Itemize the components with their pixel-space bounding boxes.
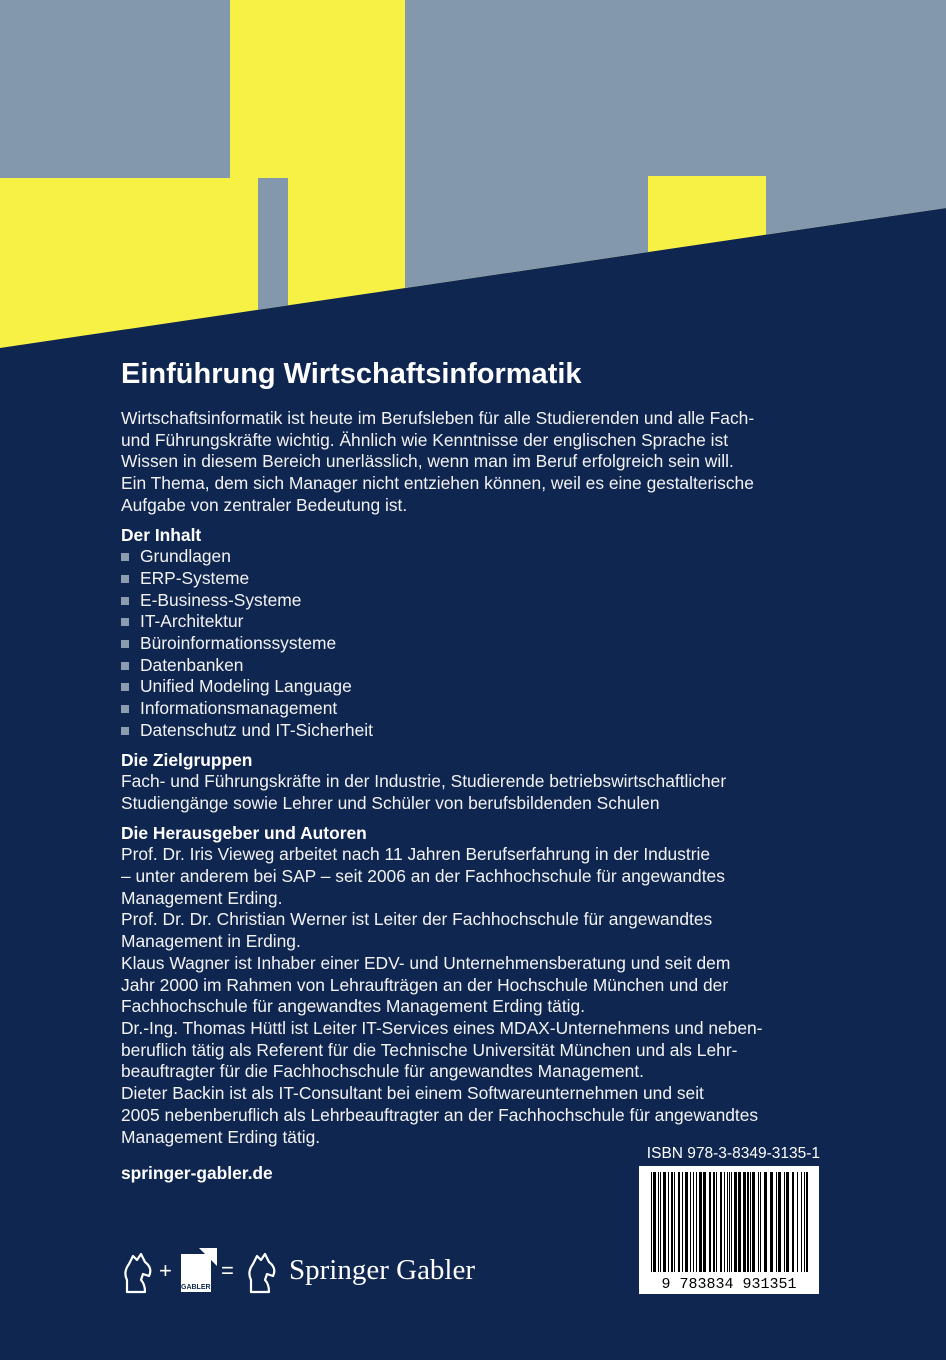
grey-block-2 — [405, 0, 583, 360]
author-line: Klaus Wagner ist Inhaber einer EDV- und Unternehmensberatung und seit dem — [121, 952, 731, 973]
barcode-bar — [804, 1172, 805, 1272]
barcode-bar — [703, 1172, 706, 1272]
list-item — [121, 568, 831, 590]
barcode-bar — [727, 1172, 728, 1272]
isbn-barcode — [639, 1166, 819, 1294]
barcode-bar — [770, 1172, 773, 1272]
isbn-number: ISBN 978-3-8349-3135-1 — [646, 1145, 820, 1162]
barcode-digits: 9 783834 931351 — [661, 1276, 797, 1293]
barcode-bar — [720, 1172, 722, 1272]
grey-block-1 — [0, 0, 230, 178]
square-bullet-icon — [121, 705, 129, 713]
barcode-bar — [738, 1172, 741, 1272]
equals-sign: = — [221, 1258, 234, 1283]
springer-gabler-wordmark: Springer Gabler — [289, 1254, 476, 1286]
square-bullet-icon — [121, 575, 129, 583]
square-bullet-icon — [121, 553, 129, 561]
author-line: beauftragter für die Fachhochschule für angewandtes Management. — [121, 1061, 645, 1082]
list-item-label: Büroinformationssysteme — [140, 633, 337, 654]
book-title: Einführung Wirtschaftsinformatik — [121, 358, 582, 390]
list-item-label: ERP-Systeme — [140, 567, 250, 588]
barcode-bar — [764, 1172, 767, 1272]
barcode-bar — [792, 1172, 794, 1272]
authors-paragraph — [121, 844, 831, 1148]
intro-line: Aufgabe von zentraler Bedeutung ist. — [121, 494, 408, 515]
barcode-bar — [668, 1172, 669, 1272]
list-item-label: Informationsmanagement — [140, 698, 338, 719]
list-item — [121, 720, 831, 742]
audience-line: Studiengänge sowie Lehrer und Schüler von berufsbildenden Schulen — [121, 792, 660, 813]
barcode-bar — [678, 1172, 680, 1272]
barcode-bar — [752, 1172, 755, 1272]
list-item-label: Grundlagen — [140, 546, 231, 567]
intro-paragraph — [121, 408, 831, 517]
barcode-bar — [776, 1172, 777, 1272]
plus-sign: + — [159, 1258, 172, 1283]
barcode-bar — [731, 1172, 732, 1272]
barcode-bar — [674, 1172, 675, 1272]
author-line: Management Erding tätig. — [121, 1126, 321, 1147]
contents-list — [121, 546, 831, 741]
list-item-label: Unified Modeling Language — [140, 676, 352, 697]
author-line: Management Erding. — [121, 887, 283, 908]
list-item-label: IT-Architektur — [140, 611, 244, 632]
contents-heading: Der Inhalt — [121, 524, 202, 545]
grey-block-6 — [258, 178, 288, 360]
author-line: Dr.-Ing. Thomas Hüttl ist Leiter IT-Services eines MDAX-Unternehmens und neben- — [121, 1017, 763, 1038]
barcode-bar — [685, 1172, 688, 1272]
publisher-url[interactable]: springer-gabler.de — [121, 1163, 273, 1183]
barcode-bar — [696, 1172, 697, 1272]
barcode-bar — [660, 1172, 661, 1272]
list-item-label: E-Business-Systeme — [140, 589, 302, 610]
barcode-bar — [760, 1172, 761, 1272]
barcode-bar — [786, 1172, 789, 1272]
barcode-bar — [729, 1172, 730, 1272]
barcode-bar — [699, 1172, 702, 1272]
barcode-bar — [653, 1172, 656, 1272]
barcode-bar — [658, 1172, 659, 1272]
barcode-bar — [743, 1172, 746, 1272]
barcode-bar — [709, 1172, 711, 1272]
barcode-bar — [682, 1172, 683, 1272]
list-item-label: Datenschutz und IT-Sicherheit — [140, 719, 373, 740]
barcode-bar — [747, 1172, 749, 1272]
author-line: Fachhochschule für angewandtes Management Erding tätig. — [121, 996, 586, 1017]
list-item — [121, 590, 831, 612]
barcode-bar — [693, 1172, 694, 1272]
barcode-bar — [716, 1172, 717, 1272]
audience-heading: Die Zielgruppen — [121, 749, 253, 770]
list-item — [121, 611, 831, 633]
barcode-bar — [784, 1172, 785, 1272]
author-line: – unter anderem bei SAP – seit 2006 an der Fachhochschule für angewandtes — [121, 866, 725, 887]
grey-block-4 — [583, 176, 648, 360]
list-item — [121, 698, 831, 720]
author-line: Jahr 2000 im Rahmen von Lehraufträgen an der Hochschule München und der — [121, 974, 729, 995]
intro-line: Wissen in diesem Bereich unerlässlich, wenn man im Beruf erfolgreich sein will. — [121, 451, 734, 472]
audience-line: Fach- und Führungskräfte in der Industrie, Studierende betriebswirtschaftlicher — [121, 771, 727, 792]
author-line: Dieter Backin ist als IT-Consultant bei einem Softwareunternehmen und seit — [121, 1083, 704, 1104]
square-bullet-icon — [121, 683, 129, 691]
barcode-bar — [797, 1172, 798, 1272]
springer-horse-icon — [243, 1250, 281, 1294]
author-line: Prof. Dr. Dr. Christian Werner ist Leiter der Fachhochschule für angewandtes — [121, 909, 713, 930]
square-bullet-icon — [121, 618, 129, 626]
barcode-bar — [690, 1172, 691, 1272]
square-bullet-icon — [121, 597, 129, 605]
grey-block-5 — [766, 176, 946, 360]
author-line: 2005 nebenberuflich als Lehrbeauftragter an der Fachhochschule für angewandtes — [121, 1104, 759, 1125]
barcode-bar — [724, 1172, 725, 1272]
barcode-bar — [750, 1172, 751, 1272]
square-bullet-icon — [121, 662, 129, 670]
list-item — [121, 633, 831, 655]
barcode-bar — [806, 1172, 808, 1272]
intro-line: Ein Thema, dem sich Manager nicht entziehen können, weil es eine gestalterische — [121, 473, 754, 494]
barcode-bar — [651, 1172, 652, 1272]
decorative-block-pattern — [0, 0, 946, 360]
gabler-logo-label: GABLER — [181, 1284, 211, 1291]
list-item — [121, 655, 831, 677]
list-item-label: Datenbanken — [140, 654, 244, 675]
grey-block-3 — [583, 0, 946, 176]
barcode-bar — [713, 1172, 715, 1272]
barcode-bars — [639, 1166, 819, 1294]
list-item — [121, 546, 831, 568]
square-bullet-icon — [121, 727, 129, 735]
barcode-bar — [663, 1172, 666, 1272]
authors-heading: Die Herausgeber und Autoren — [121, 822, 367, 843]
intro-line: Wirtschaftsinformatik ist heute im Berufsleben für alle Studierenden und alle Fach- — [121, 408, 755, 428]
square-bullet-icon — [121, 640, 129, 648]
barcode-bar — [778, 1172, 781, 1272]
barcode-bar — [801, 1172, 802, 1272]
barcode-bar — [671, 1172, 673, 1272]
barcode-bar — [734, 1172, 737, 1272]
intro-line: und Führungskräfte wichtig. Ähnlich wie Kenntnisse der englischen Sprache ist — [121, 429, 729, 450]
barcode-bar — [758, 1172, 759, 1272]
back-cover-text — [121, 356, 831, 1148]
author-line: Management in Erding. — [121, 931, 301, 952]
list-item — [121, 676, 831, 698]
springer-horse-icon — [119, 1250, 157, 1294]
author-line: Prof. Dr. Iris Vieweg arbeitet nach 11 Jahren Berufserfahrung in der Industrie — [121, 844, 711, 865]
author-line: beruflich tätig als Referent für die Technische Universität München und als Lehr- — [121, 1039, 738, 1060]
